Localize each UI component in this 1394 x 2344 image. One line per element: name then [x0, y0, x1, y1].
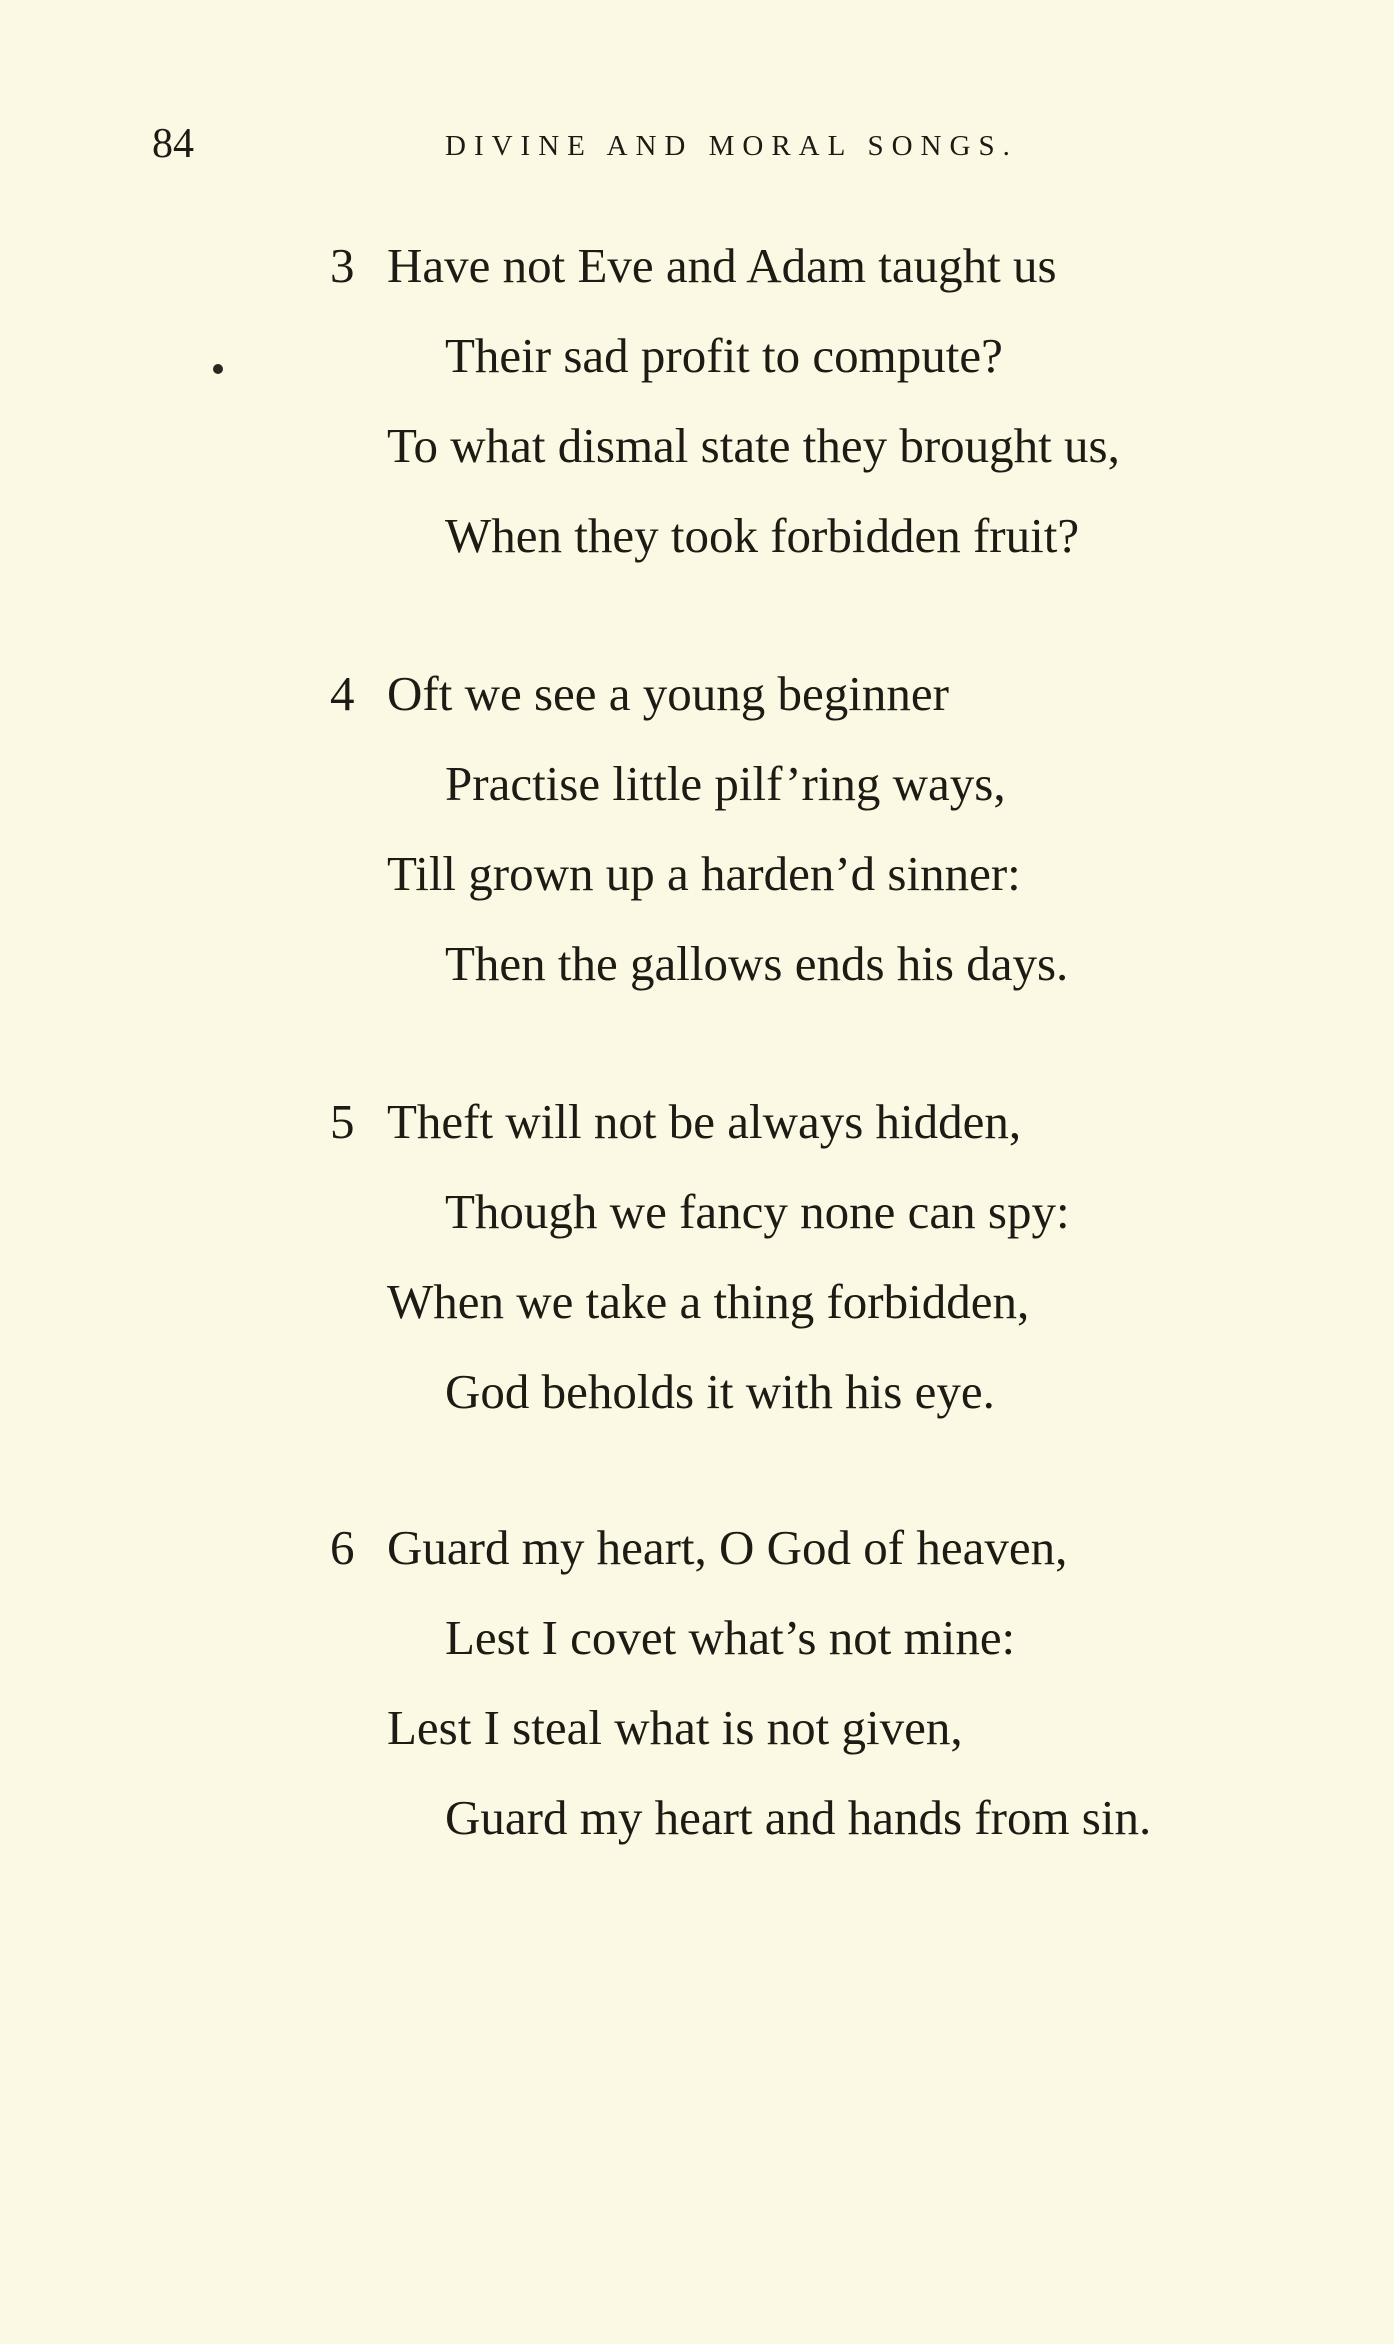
verse-line: Then the gallows ends his days. [445, 936, 1069, 991]
stanza-number: 5 [330, 1094, 355, 1149]
verse-line: Guard my heart, O God of heaven, [387, 1520, 1068, 1575]
stanza-number: 4 [330, 666, 355, 721]
verse-line: Guard my heart and hands from sin. [445, 1790, 1152, 1845]
verse-line: To what dismal state they brought us, [387, 418, 1120, 473]
verse-line: Have not Eve and Adam taught us [387, 238, 1057, 293]
verse-line: When we take a thing forbidden, [387, 1274, 1030, 1329]
page-number: 84 [152, 121, 194, 167]
ink-speck [213, 364, 223, 374]
stanza-number: 6 [330, 1520, 355, 1575]
verse-line: Lest I steal what is not given, [387, 1700, 963, 1755]
verse-line: Theft will not be always hidden, [387, 1094, 1022, 1149]
verse-line: Though we fancy none can spy: [445, 1184, 1070, 1239]
stanza-number: 3 [330, 238, 355, 293]
running-title: DIVINE AND MORAL SONGS. [445, 130, 1018, 162]
verse-line: Till grown up a harden’d sinner: [387, 846, 1021, 901]
verse-line: God beholds it with his eye. [445, 1364, 995, 1419]
verse-line: Their sad profit to compute? [445, 328, 1003, 383]
verse-line: Lest I covet what’s not mine: [445, 1610, 1016, 1665]
verse-line: When they took forbidden fruit? [445, 508, 1080, 563]
verse-line: Practise little pilf’ring ways, [445, 756, 1006, 811]
running-header [0, 118, 1394, 178]
verse-line: Oft we see a young beginner [387, 666, 949, 721]
